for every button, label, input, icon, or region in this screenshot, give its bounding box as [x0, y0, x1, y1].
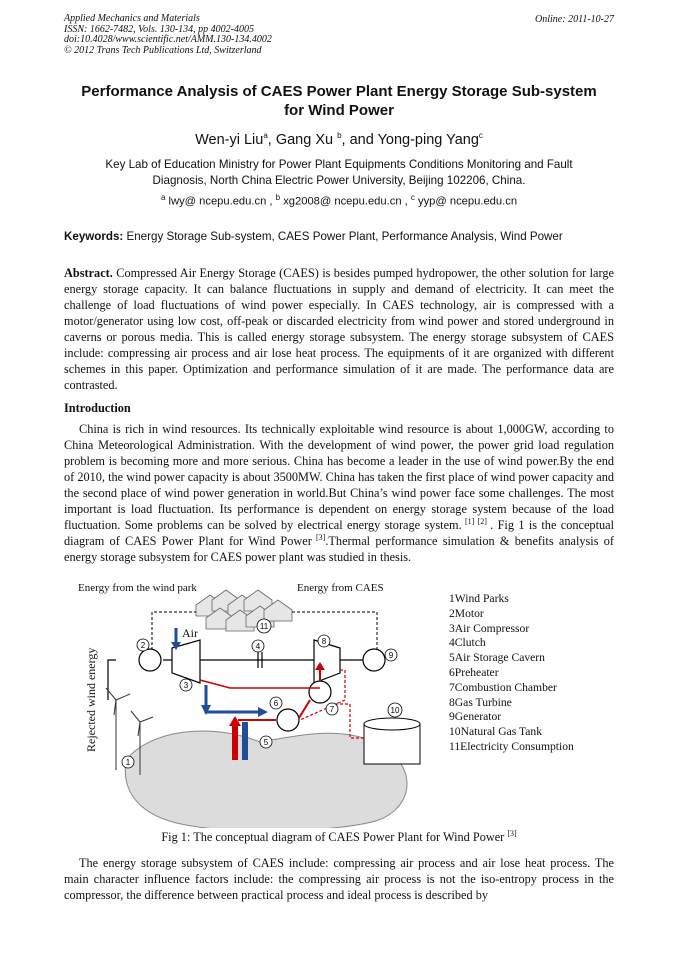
preheater-to-combustion: [299, 700, 310, 718]
generator-circle: [363, 649, 385, 671]
abstract-text: Compressed Air Energy Storage (CAES) is besides pumped hydropower, the other solution for large energy storage capacity. It can balance fluctuations in supply and demand of electricity. It can meet the challenge of load fluctuations of wind power especially. In CAES technology, air is compressed with a motor/generator using low cost, off-peak or discarded electricity from wind power and stored underground in caverns or porous media. This is called energy storage subsystem. The energy storage subsystem of CAES include: compressing air process and air lose heat process. The equipments of it are organized with different schemes in this paper. Optimization and performance simulation of it are made. The performance data are contrasted.: [64, 266, 614, 392]
author-emails: [40, 193, 638, 208]
affiliation: [60, 157, 618, 189]
motor-circle: [139, 649, 161, 671]
online-date: Online: 2011-10-27: [535, 14, 614, 25]
node-1-badge: [122, 756, 134, 768]
intro-paragraph: [64, 421, 614, 565]
keywords-text: Energy Storage Sub-system, CAES Power Plant, Performance Analysis, Wind Power: [123, 230, 563, 243]
gas-tank-icon: [364, 718, 420, 764]
cavern-pipe-blue: [242, 722, 248, 760]
legend-item: 1Wind Parks: [449, 592, 509, 605]
label-air: Air: [182, 626, 198, 640]
legend-item: 4Clutch: [449, 636, 486, 650]
node-8-badge: [318, 635, 330, 647]
email-3-sup: c: [410, 193, 415, 202]
caption-text: Fig 1: The conceptual diagram of CAES Power Plant for Wind Power: [161, 830, 508, 845]
svg-text:11: 11: [259, 622, 269, 631]
hot-air-line: [200, 680, 320, 688]
svg-text:4: 4: [255, 642, 261, 651]
email-2-sup: b: [275, 193, 281, 202]
svg-text:9: 9: [388, 651, 394, 660]
label-energy-wind-park: Energy from the wind park: [78, 582, 197, 594]
author-list: [40, 131, 638, 148]
figure-caption: [40, 829, 638, 845]
section-heading-introduction: Introduction: [64, 401, 131, 415]
title-line-2: for Wind Power: [284, 102, 394, 119]
abstract: [64, 265, 614, 393]
node-10-badge: [388, 703, 402, 717]
caption-ref: [3]: [507, 829, 517, 838]
legend-item: 6Preheater: [449, 665, 499, 679]
keywords-label: Keywords:: [64, 230, 124, 243]
svg-text:2: 2: [140, 641, 146, 650]
intro-text-3: .Thermal performance simulation & benefits analysis of energy storage subsystem for CAES power plant was studied in thesis.: [64, 534, 614, 564]
wind-energy-line: [108, 660, 116, 700]
label-energy-caes: Energy from CAES: [297, 582, 384, 594]
journal-header: [64, 14, 272, 56]
wind-park-houses-icon: [196, 590, 292, 631]
node-11-badge: [257, 619, 271, 633]
intro-text-2: . Fig 1 is the conceptual diagram of CAES Power Plant for Wind Power: [64, 518, 615, 548]
combustion-circle: [309, 681, 331, 703]
svg-text:10: 10: [390, 706, 400, 715]
legend-item: 2Motor: [449, 606, 484, 620]
label-rejected-wind: Rejected wind energy: [84, 647, 98, 752]
caes-diagram: [82, 584, 422, 828]
email-1-sup: a: [160, 193, 166, 202]
compressed-air-flow: [206, 685, 262, 712]
author-3-sup: c: [478, 131, 483, 140]
paper-title: [40, 82, 638, 120]
svg-text:7: 7: [329, 705, 335, 714]
author-1-sup: a: [263, 131, 268, 140]
journal-issn: ISSN: 1662-7482, Vols. 130-134, pp 4002-4005: [64, 23, 254, 35]
svg-text:1: 1: [125, 758, 131, 767]
legend-item: 11Electricity Consumption: [449, 739, 574, 753]
svg-text:6: 6: [273, 699, 279, 708]
node-9-badge: [385, 649, 397, 661]
figure-legend: [449, 592, 574, 755]
caes-energy-line: [290, 612, 377, 650]
preheater-circle: [277, 709, 299, 731]
legend-item: 7Combustion Chamber: [449, 680, 557, 694]
author-2: , Gang Xu: [267, 131, 338, 148]
legend-item: 9Generator: [449, 710, 502, 724]
keywords: [64, 230, 624, 243]
journal-doi: doi:10.4028/www.scientific.net/AMM.130-134.4002: [64, 34, 272, 45]
node-5-badge: [260, 736, 272, 748]
author-1: Wen-yi Liu: [195, 131, 264, 148]
node-7-badge: [326, 703, 338, 715]
affiliation-line-1: Key Lab of Education Ministry for Power Plant Equipments Conditions Monitoring and Fault: [105, 158, 573, 171]
title-line-1: Performance Analysis of CAES Power Plant Energy Storage Sub-system: [81, 83, 597, 100]
fuel-line: [334, 704, 364, 738]
journal-name: Applied Mechanics and Materials: [64, 13, 200, 24]
node-3-badge: [180, 679, 192, 691]
abstract-label: Abstract.: [64, 266, 113, 280]
node-6-badge: [270, 697, 282, 709]
intro-ref-1: [1] [2]: [461, 516, 491, 526]
svg-text:5: 5: [263, 738, 269, 747]
affiliation-line-2: Diagnosis, North China Electric Power University, Beijing 102206, China.: [152, 174, 526, 187]
intro-text-1: China is rich in wind resources. Its technically exploitable wind resource is about 1,000GW, according to China Meteorological Administration. With the development of wind power, the power grid load regulation problem is becoming more and more serious. China has become a leader in the use of wind power.By the end of 2010, the wind power capacity is about 3500MW. China has taken the first place of wind power capacity and the second place of wind power generation in world.But China’s wind power face some challenges. The most important is load fluctuation. Its performance is dependent on energy storage system because of the load fluctuation. Some problems can be solved by electrical energy storage system.: [64, 422, 614, 532]
intro-ref-2: [3]: [311, 532, 326, 542]
node-4-badge: [252, 640, 264, 652]
author-3: , and Yong-ping Yang: [341, 131, 479, 148]
node-2-badge: [137, 639, 149, 651]
legend-item: 5Air Storage Cavern: [449, 651, 545, 665]
legend-item: 3Air Compressor: [449, 621, 530, 635]
cavern-pipe-red: [232, 722, 238, 760]
svg-text:3: 3: [183, 681, 189, 690]
body-paragraph-2: The energy storage subsystem of CAES include: compressing air process and air lose heat process. The main character influence factors include: the compressing air process is not the iso-entropy process in the compressor, the difference between practical process and ideal process is described by: [64, 856, 614, 902]
journal-copyright: © 2012 Trans Tech Publications Ltd, Switzerland: [64, 44, 262, 56]
flow-arrowhead-1: [258, 707, 268, 717]
author-2-sup: b: [337, 131, 342, 140]
email-1: lwy@ ncepu.edu.cn ,: [165, 195, 276, 208]
legend-item: 8Gas Turbine: [449, 695, 512, 709]
svg-text:8: 8: [321, 637, 327, 646]
legend-item: 10Natural Gas Tank: [449, 725, 542, 739]
email-2: xg2008@ ncepu.edu.cn ,: [280, 195, 411, 208]
email-3: yyp@ ncepu.edu.cn: [414, 195, 518, 208]
